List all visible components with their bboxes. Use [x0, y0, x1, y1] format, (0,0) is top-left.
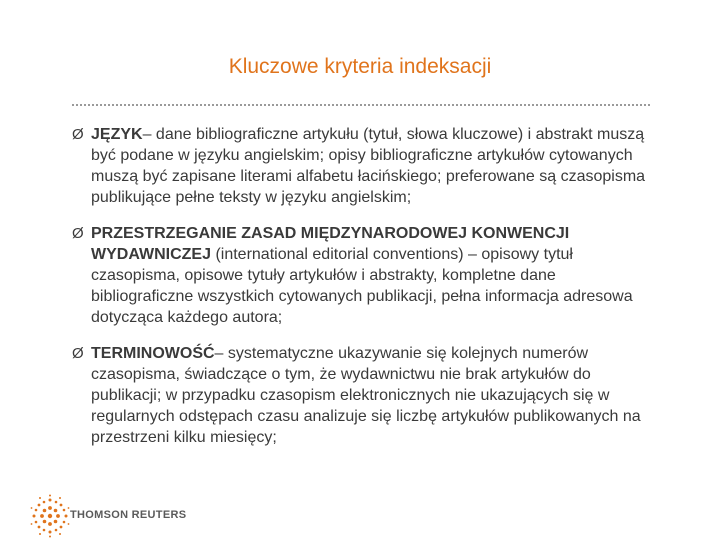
title-divider: [72, 104, 650, 106]
bullet-text: (international editorial conventions) – opisowy tytuł czasopisma, opisowe tytuły artykułów i abstrakty, kompletne dane bibliograficzne wszystkich cytowanych publikacji, pełna informacja adresowa dotycząca każdego autora;: [91, 246, 633, 326]
bullet-term: PRZESTRZEGANIE ZASAD MIĘDZYNARODOWEJ KONWENCJI WYDAWNICZEJ: [91, 225, 570, 263]
bullet-list: [72, 124, 662, 463]
logo-wordmark: THOMSON REUTERS: [70, 509, 187, 521]
bullet-text: – systematyczne ukazywanie się kolejnych numerów czasopisma, świadczące o tym, że wydawnictwu nie brak artykułów do publikacji; w przypadku czasopism elektronicznych nie ukazujących się w regularnych odstępach czasu analizuje się liczbę artykułów publikowanych na przestrzeni kilku miesięcy;: [91, 345, 641, 446]
bullet-item-conventions: [72, 223, 662, 328]
thomson-reuters-dot-sphere-icon: [30, 494, 70, 538]
bullet-item-timeliness: [72, 343, 662, 448]
thomson-reuters-logo: [30, 494, 230, 538]
arrow-bullet-icon: Ø: [72, 345, 84, 362]
bullet-term: JĘZYK: [91, 126, 143, 143]
bullet-term: TERMINOWOŚĆ: [91, 345, 215, 362]
arrow-bullet-icon: Ø: [72, 126, 84, 143]
bullet-text: – dane bibliograficzne artykułu (tytuł, słowa kluczowe) i abstrakt muszą być podane w języku angielskim; opisy bibliograficzne artykułów cytowanych muszą być zapisane literami alfabetu łacińskiego; preferowane są czasopisma publikujące pełne teksty w języku angielskim;: [91, 126, 646, 206]
arrow-bullet-icon: Ø: [72, 225, 84, 242]
slide-title: Kluczowe kryteria indeksacji: [228, 55, 492, 78]
bullet-item-language: [72, 124, 662, 208]
